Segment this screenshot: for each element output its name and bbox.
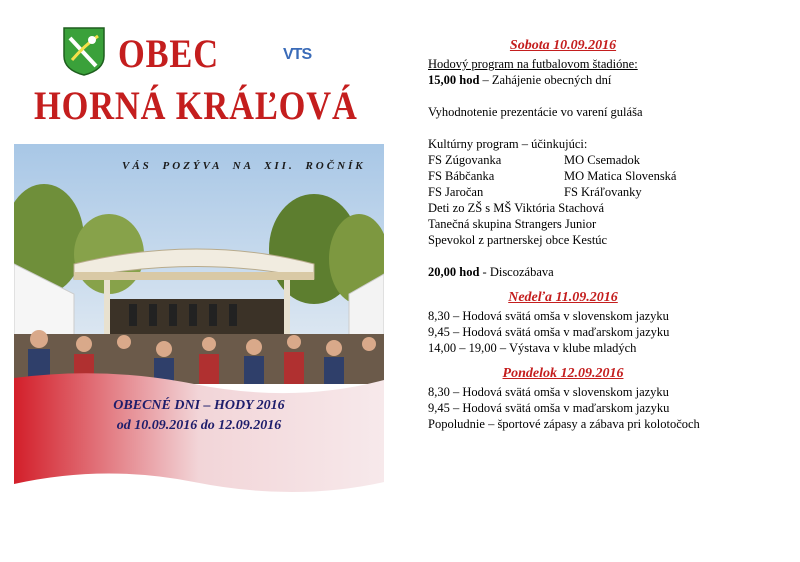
performer-row — [428, 168, 788, 184]
performer-row — [428, 184, 788, 200]
cultural-heading: Kultúrny program – účinkujúci: — [428, 137, 588, 151]
saturday-contest: Vyhodnotenie prezentácie vo varení guláša — [428, 105, 643, 119]
invite-text: VÁS POZÝVA NA XII. ROČNÍK — [122, 160, 366, 172]
banner-line-2: od 10.09.2016 do 12.09.2016 — [116, 418, 282, 433]
disco-text: - Discozábava — [479, 265, 554, 279]
banner-line-1: OBECNÉ DNI – HODY 2016 — [113, 398, 285, 413]
village-crest-icon — [62, 26, 106, 76]
saturday-heading: Sobota 10.09.2016 — [509, 38, 617, 53]
title-line-1: OBEC — [118, 31, 219, 76]
performer-line: Deti zo ZŠ s MŠ Viktória Stachová — [428, 201, 605, 215]
saturday-disco — [428, 264, 788, 280]
performer: MO Csemadok — [564, 153, 641, 167]
disco-time: 20,00 hod — [428, 265, 480, 279]
festival-photo — [14, 144, 384, 384]
monday-item: 9,45 – Hodová svätá omša v maďarskom jazyku — [428, 401, 670, 415]
performer: MO Matica Slovenská — [564, 169, 677, 183]
performer: FS Zúgovanka — [428, 153, 502, 167]
saturday-opening — [428, 72, 788, 88]
saturday-subheading: Hodový program na futbalovom štadióne: — [428, 57, 638, 71]
title-line-2: HORNÁ KRÁĽOVÁ — [34, 83, 358, 128]
monday-heading: Pondelok 12.09.2016 — [502, 366, 624, 381]
festival-scene-image — [14, 144, 384, 384]
monday-item: Popoludnie – športové zápasy a zábava pri kolotočoch — [428, 417, 700, 431]
performer-row — [428, 152, 788, 168]
vts-logo — [283, 46, 311, 64]
performer-line: Tanečná skupina Strangers Junior — [428, 217, 597, 231]
opening-time: 15,00 hod — [428, 73, 480, 87]
performer: FS Jaročan — [428, 185, 484, 199]
sunday-item: 14,00 – 19,00 – Výstava v klube mladých — [428, 341, 637, 355]
opening-text: – Zahájenie obecných dní — [479, 73, 612, 87]
performer-line: Spevokol z partnerskej obce Kestúc — [428, 233, 608, 247]
sunday-heading: Nedeľa 11.09.2016 — [508, 290, 618, 305]
banner-text — [14, 396, 384, 436]
sunday-item: 8,30 – Hodová svätá omša v slovenskom jazyku — [428, 309, 669, 323]
performer: FS Bábčanka — [428, 169, 495, 183]
sunday-item: 9,45 – Hodová svätá omša v maďarskom jazyku — [428, 325, 670, 339]
monday-item: 8,30 – Hodová svätá omša v slovenskom jazyku — [428, 385, 669, 399]
performer: FS Kráľovanky — [564, 185, 642, 199]
program-panel — [428, 38, 788, 432]
vts-logo-text: VTS — [283, 46, 312, 63]
